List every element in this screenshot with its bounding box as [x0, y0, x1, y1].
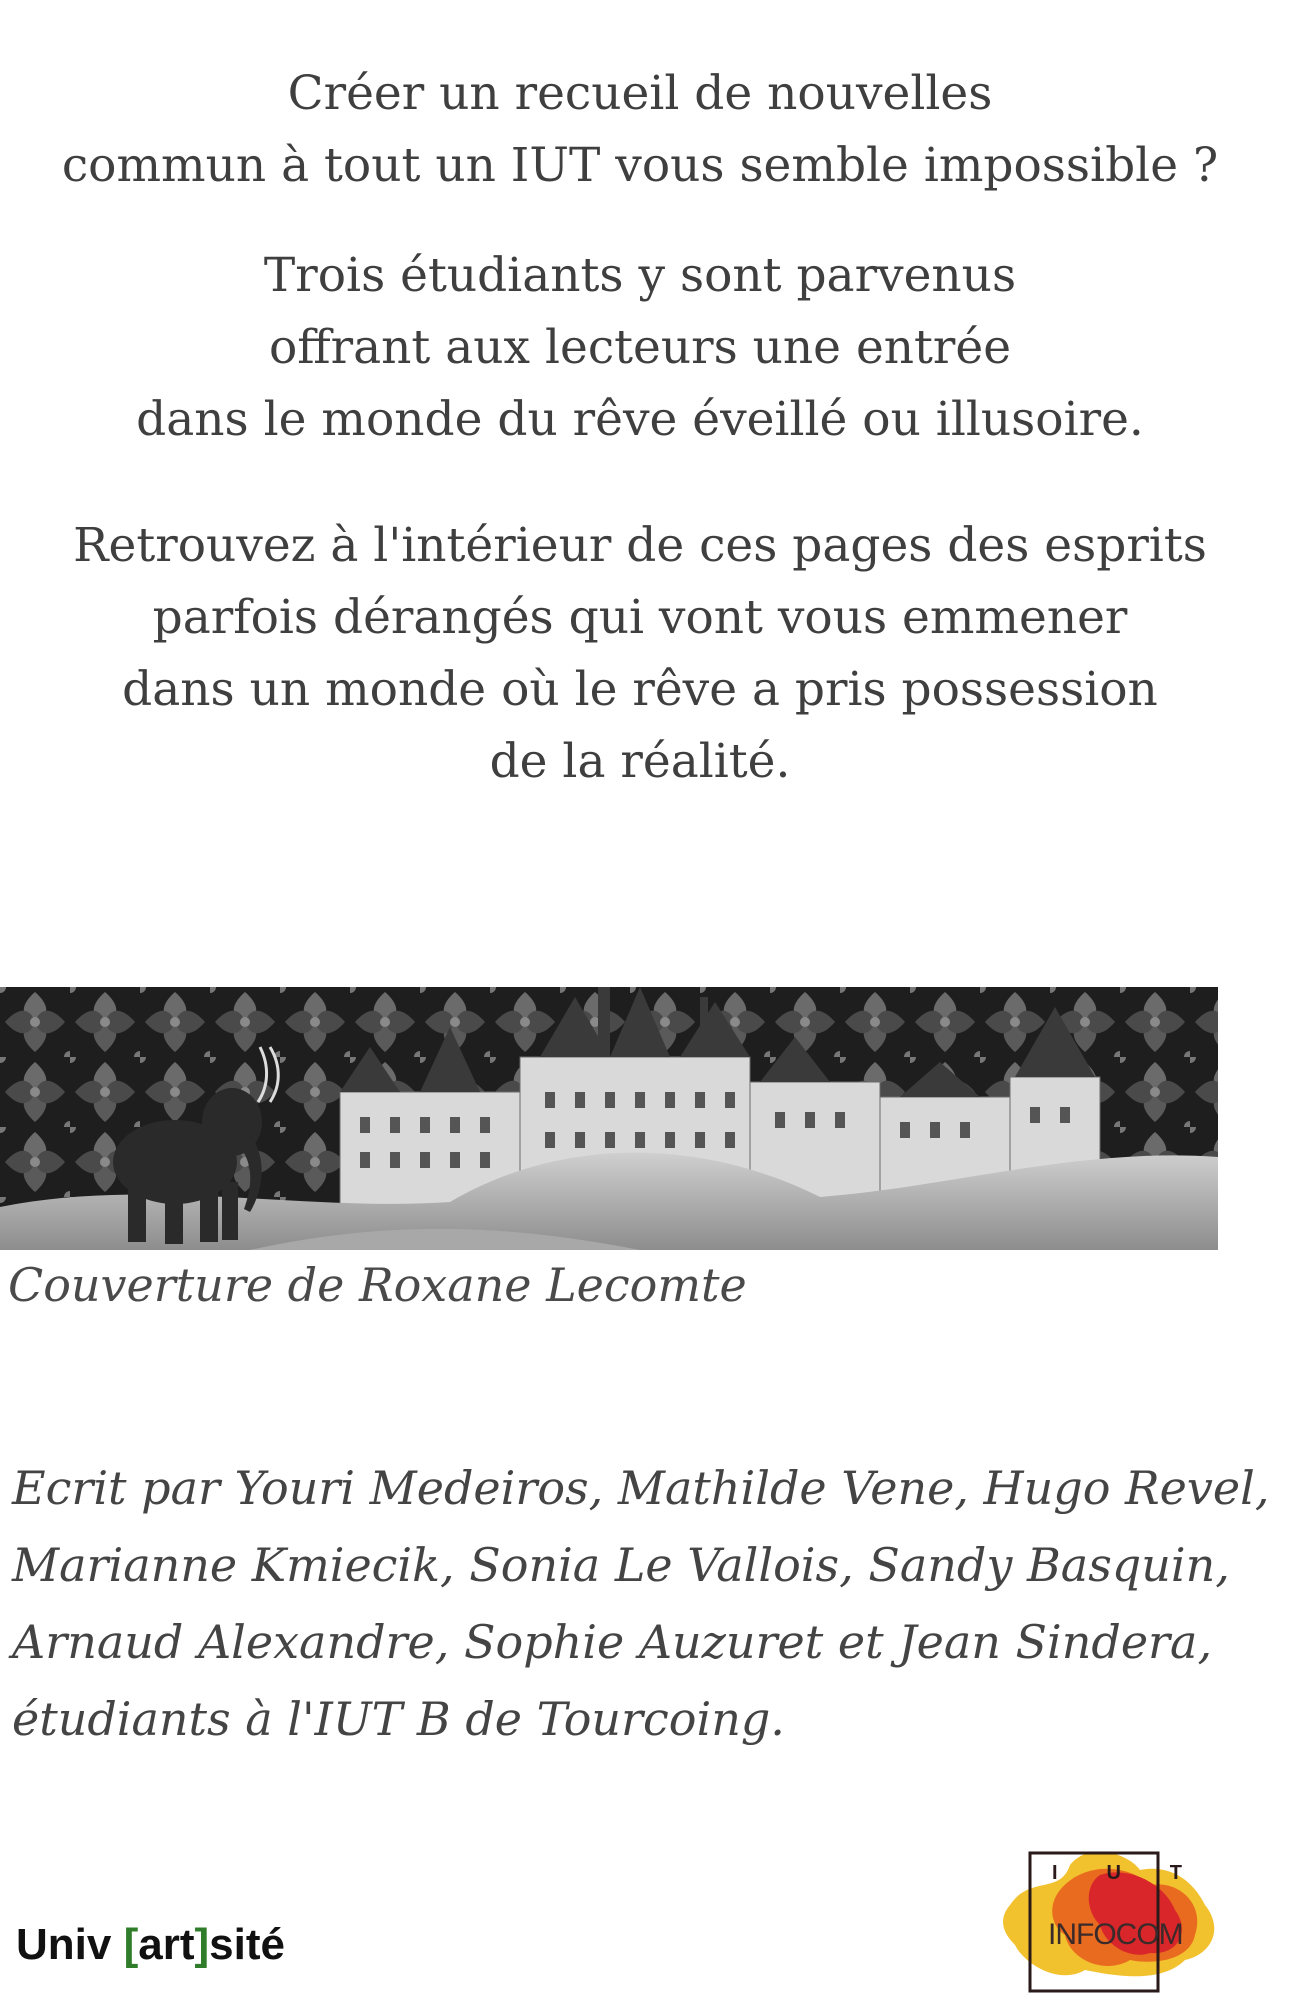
intro-line: Créer un recueil de nouvelles — [287, 66, 993, 121]
logo-iut-letters — [1052, 1862, 1182, 1885]
authors-line: étudiants à l'IUT B de Tourcoing. — [12, 1692, 785, 1746]
intro-line: dans un monde où le rêve a pris possession — [122, 662, 1158, 717]
intro-line: Trois étudiants y sont parvenus — [263, 248, 1017, 303]
logo-letter: I — [1052, 1862, 1058, 1884]
brand-suffix: sité — [209, 1920, 285, 1969]
brand-bracket-close: ] — [194, 1920, 210, 1969]
logo-infocom-label: INFOCOM — [1048, 1918, 1183, 1951]
brand-bracket-open: [ — [123, 1920, 139, 1969]
brand-prefix: Univ — [16, 1920, 124, 1969]
authors-line: Arnaud Alexandre, Sophie Auzuret et Jean Sindera, — [12, 1615, 1213, 1669]
brand-art: art — [138, 1920, 195, 1969]
authors-credit — [12, 1450, 1269, 1758]
authors-line: Ecrit par Youri Medeiros, Mathilde Vene, Hugo Revel, — [12, 1461, 1270, 1515]
intro-line: parfois dérangés qui vont vous emmener — [152, 590, 1128, 645]
logo-letter: T — [1169, 1862, 1182, 1884]
univartsite-brand — [16, 1920, 285, 1970]
intro-line: Retrouvez à l'intérieur de ces pages des esprits — [73, 518, 1207, 573]
cover-caption: Couverture de Roxane Lecomte — [8, 1258, 747, 1312]
intro-paragraph-1 — [0, 58, 1280, 202]
intro-line: de la réalité. — [489, 734, 791, 789]
logo-letter: U — [1106, 1862, 1121, 1884]
intro-line: commun à tout un IUT vous semble impossible ? — [61, 138, 1219, 193]
intro-line: dans le monde du rêve éveillé ou illusoire. — [136, 392, 1144, 447]
authors-line: Marianne Kmiecik, Sonia Le Vallois, Sandy Basquin, — [12, 1538, 1230, 1592]
iut-infocom-logo-icon — [990, 1835, 1230, 1995]
intro-line: offrant aux lecteurs une entrée — [268, 320, 1012, 375]
intro-paragraph-3 — [0, 510, 1280, 798]
intro-paragraph-2 — [0, 240, 1280, 456]
cover-banner-image — [0, 987, 1218, 1250]
